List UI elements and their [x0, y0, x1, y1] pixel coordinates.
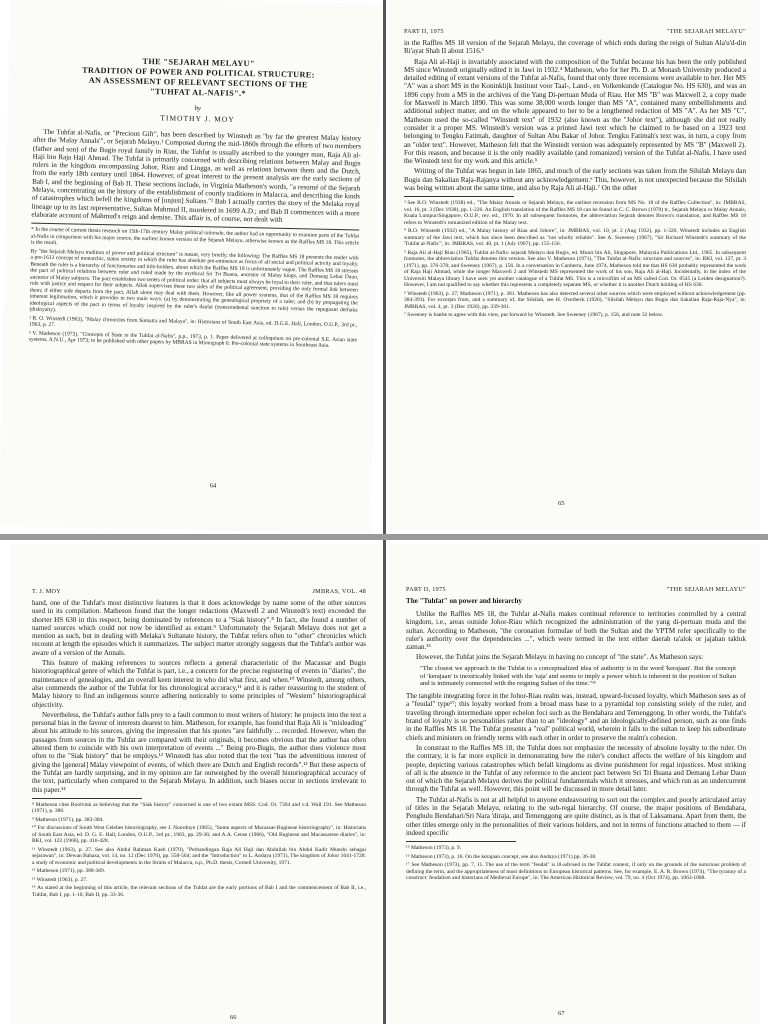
title-line: THE "SEJARAH MELAYU": [142, 56, 255, 69]
footnotes: [404, 200, 746, 319]
footnote: ⁶ Winstedt (1963), p. 27; Matheson (1971), p. 381. Matheson has also detected several other sources which were employed without acknowledgement (pp. 384-393). For excerpts from, and a summary of, the Silsilah, see H. Overbeck (1926), "Silsilah Melayu dan Bugis dan Sakalian Raja-Raja-Nya", in: JMBRAS, vol. 4, pt. 3 (Dec 1926), pp. 339-381.: [404, 290, 746, 310]
footnote: ¹⁴ As stated at the beginning of this article, the relevant sections of the Tuhfat are the early portions of Bab I and the commencement of Bab II, i.e., Tuhfat, Bab I, pp. 1-16; Bab II, pp. 33-36.: [32, 885, 366, 898]
page-number: 64: [209, 482, 217, 490]
footnote: * In the course of current thesis research on 15th-17th century Malay political rationale, the author had an opportunity to examine parts of the Tuhfat al-Nafis in comparison with his major source, the earliest known version of the Sejarah Melayu, otherwise known as the Raffles MS 18. This article is the result.: [30, 226, 360, 247]
body-paragraph: The Tuhfat al-Nafis, or "Precious Gift", has been described by Winstedt as "by far the greatest Malay history after the 'Malay Annals'", or Sejarah Melayu.¹ Composed during the mid-1860s through the efforts of two members (father and son) of the Bugis royal family in Riau, the Tuhfat is usually ascribed to the younger man, Raja Ali al-Haji bin Raja Haji Ahmad. The Tuhfat is primarily concerned with describing relations between Malay and Bugis rulers in the kingdom encompassing Johor, Riau and Lingga, as well as relations between them and the Dutch, from the early 18th century until 1864. However, of great interest to the present analysis are the early sections of Bab I, and the beginning of Bab II. These sections include, in Virginia Matheson's words, "a resumé of the Sejarah Melayu, concentrating on the history of the establishment of courtly traditions in Malacca, and describing the kinds of catastrophes which befell the kingdoms of [unjust] Sultans."² Bab I actually carries the story of the Melaka royal lineage up to its last representative, Sultan Mahmud II, murdered in 1699 A.D.; and Bab II commences with a more elaborate account of Mahmud's reign and demise. This affair is, of course, not dealt with: [31, 127, 362, 224]
body-paragraph: Nevertheless, the Tuhfat's author falls prey to a fault common to most writers of history: he projects into the text a personal bias in the favour of interests dearest to him. Matheson, for example, has found that Raja Ali is "misleading" about his attitude to his sources, giving the impression that his quotes "are faithfully ... recorded. However, when the passages from sources in the Tuhfat are compared with their originals, it becomes obvious that the author has often altered them to coincide with his own interpretation of events ..." Being pro-Bugis, the author does violence most often to the "Siak history" that he employs.¹² Winstedt has also noted that the text "has the adventitious interest of giving the [general] Malay viewpoint of events, of which there are Dutch and English records".¹³ But these aspects of the Tuhfat are hardly surprising, and in my opinion are far outweighed by the overall historiographical accuracy of the text, particularly when compared to the Sejarah Melayu. In addition, such biases occur in sections irrelevant to this paper.¹⁴: [32, 710, 366, 794]
body-paragraph: hand, one of the Tuhfat's most distinctive features is that it does acknowledge by name some of the other sources used in its compilation. Matheson found that the longer redactions (Maxwell 2 and Winstedt's text) exceeded the shorter HS 630 in this respect, being dominated by references to a "Siak history".⁸ In fact, she found a number of named sources which could not now be identified as extant.⁹ Unfortunately the Sejarah Melayu does not get a mention as such, but in dealing with Melaka's Sultanate history, the Tuhfat refers often to "other" chronicles which recount at length the episodes which it summarizes. The subject matter strongly suggests that the Tuhfat's author was aware of a version of the Annals.: [32, 599, 366, 657]
body-paragraph: The tangible integrating force in the Johor-Riau realm was, instead, upward-focused loyalty, which Matheson sees as of a "feudal" type¹⁷; this loyalty worked from a broad mass base to a pyramidal top consisting solely of the ruler, and traveling through intermediate upper echelon foci such as the Bendahara and Temenggong. In other words, the Tuhfat's brand of loyalty is so personalities rather than to an "ideology" and an ideologically-defined person, such as one finds in the Raffles MS 18. The Tuhfat presents a "real" political world, wherein it falls to the sultan to keep his subordinate chiefs and ministers on friendly terms with each other in order to preserve the realm's cohesion.: [406, 692, 746, 742]
footnote: By "the Sejarah Melayu tradition of power and political structure" is meant, very briefly, the following: The Raffles MS 18 presents the reader with a pre-1612 concept of monarchic, status society in which the ruler has absolute pre-eminence as focus of all social and political activity and loyalty. Beneath the ruler is a hierarchy of functionaries and title-holders, about which the Raffles MS 18 is unfortunately vague. The Raffles MS 18 stresses the pact of political relations between ruler and ruled made by the mythical Sri Tri Buana, ancestor of Malay kings, and Demang Lebar Daun, ancestor of Malay subjects. The pact establishes two tenets of political order: that all subjects must always be loyal to their ruler, and that rulers must rule with justice and respect for their subjects. Allah supervises these two sides of the political agreement, providing the only formal link between them; if either side departs from the pact, Allah alone may deal with them. However, like all power systems, that of the Raffles MS 18 requires inherent legitimation, which it provides in two main ways: (a) by demonstrating the genealogical propriety of a ruler; and (b) by propagating the ideological aspects of the pact in terms of loyalty inspired by the ruler's daulat (transcendental sanction to rule) versus the repugnant derhaka (disloyalty).: [29, 248, 359, 314]
title-line: TRADITION OF POWER AND POLITICAL STRUCTURE:: [82, 65, 315, 80]
page-65: [388, 0, 760, 530]
footnotes: [29, 227, 359, 350]
footnote: ¹⁵ Matheson (1973), p. 9.: [406, 845, 462, 852]
header-author: T. J. MOY: [32, 588, 62, 595]
body-paragraph: This feature of making references to sources reflects a general characteristic of the Macassar and Bugis historiographical genre of which the Tuhfat is part, i.e., a concern for the precise registering of events in "diaries", the maintenance of genealogies, and an overall keen interest in who did what first, and when.¹⁰ Winstedt, among others, also commends the author of the Tuhfat for his chronological accuracy,¹¹ and it is rather reassuring to the student of Malay history to find an indigenous source adhering noticeably to some principles of "Western" historiographical objectivity.: [32, 659, 366, 709]
footnote: ⁵ Raja Ali al-Haji Riau (1965), Tuhfat al-Nafis: sejarah Melayu dan Bugis, ed. Munir bin Ali, Singapore, Malaysia Publications Ltd., 1965. In subsequent footnotes, the abbreviation Tuhfat denotes this version. See also V. Matheson (1971), "The Tuhfat al-Nafis: structure and sources", in: BKI, vol. 127, pt. 3 (1971), pp. 376-378; and Sweeney (1967), p. 156. In a conversation in Canberra, June 1974, Matheson told me that HS 630 probably represented the work of Raja Haji Ahmad, while the longer Maxwell 2 and Winstedt MS represented the work of his son, Raja Ali al-Haji. Incidentally, in the index of the Universiti Malaya library I have seen yet another catalogue of a Tuhfat MS. This is a microfilm of an MS called Cod. Or. 8545 (a Leiden designation?). However, I am not qualified to say whether this represents a completely separate MS, or whether it is another Dutch holding of HS 630.: [404, 249, 746, 289]
header-part: PART II, 1975: [406, 586, 446, 593]
running-header: [32, 588, 366, 595]
body-paragraph: Writing of the Tuhfat was begun in late 1865, and much of the early sections was taken from the Silsilah Melayu dan Bugis dan Sakalian Raja-Rajanya without any acknowledgement.⁶ This, however, is not unexpected because the Silsilah was being written about the same time, and also by Raja Ali al-Haji.⁷ On the other: [404, 167, 746, 193]
footnote: ⁸ Matheson cites Roolvink as believing that the "Siak history" concerned is one of two extant MSS: Cod. Or. 7304 and v.d. Wall 191. See Matheson (1971), p. 380.: [32, 801, 366, 815]
section-heading: The "Tuhfat" on power and hierarchy: [406, 597, 522, 605]
footnote: ⁴ R.O. Winstedt (1932) ed., "A Malay history of Riau and Johore", in: JMBRAS, vol. 10, pt. 2 (Aug 1932), pp. 1-320. Winstedt includes an English summary of the Jawi text, which has since been described as "not wholly reliable". See A. Sweeney (1967), "Sir Richard Winstedt's summary of the 'Tuhfat al-Nafis'", in: JMBRAS, vol. 40, pt. 1 (July 1967), pp. 155-156.: [404, 228, 746, 248]
footnote: ¹ R. O. Winstedt (1963), "Malay chronicles from Sumatra and Malaya", in: Historians of South East Asia, ed. D.G.E. Hall, London, O.U.P., 3rd pr., 1963, p. 27.: [29, 315, 358, 329]
body-paragraph: However, the Tuhfat joins the Sejarah Melayu in having no concept of "the state". As Matheson says:: [416, 653, 704, 662]
page-64: [0, 0, 382, 534]
body-paragraph: The Tuhfat al-Nafis is not at all helpful to anyone endeavouring to sort out the complex and poorly articulated array of titles in the Sejarah Melayu, relating to the sub-regal hierarchy. Of course, the major positions of Bendahara, Penghulu Bendahari/Sri Nara 'diraja, and Temenggong are quite distinct, as is that of Laksamana. Apart from them, the other titles emerge only in the personalities of their various holders, and not in terms of functions attached to them — if indeed specific: [406, 795, 746, 837]
footnote: ¹⁷ See Matheson (1973), pp. 7, 11. The use of the term "feudal" is ill-advised in the Tuhfat context, if only on the grounds of the notorious problem of defining the term, and the appropriateness of most definitions to European historical patterns. See, for example, E. A. R. Brown (1974), "The tyranny of a construct: feudalism and historians of Medieval Europe", in: The American Historical Review, vol. 79, no. 4 (Oct 1974), pp. 1063-1088.: [406, 862, 746, 882]
header-title: "THE SEJARAH MELAYU": [666, 28, 746, 35]
footnote: ⁹ Matheson (1971), pp. 383-384.: [32, 816, 104, 823]
page-number: 67: [558, 1010, 565, 1017]
body-paragraph: Raja Ali al-Haji is invariably associated with the composition of the Tuhfat because his has been the only published MS since Winstedt originally edited it in Jawi in 1932.⁴ Matheson, who for her Ph. D. at Monash University produced a detailed editing of extant versions of the Tuhfat al-Nafis, found that only three recensions were available to her. Her MS "A" was a short MS in the Koninklijk Instituut voor Taal-, Land-, en Volkenkunde (Catalogue No. HS 630), and was an 1896 copy from a MS in the archives of the Yang Di-pertuan Muda of Riau. Her MS "B" was Maxwell 2, a copy made for Maxwell in March 1890. This was some 38,000 words longer than MS "A", contained many embellishments and additional subject matter, and on the whole appeared to her to be a lengthened redaction of MS "A". As her MS "C", Matheson used the so-called "Winstedt text" of 1932 (also known as the "Johor text"), although she did not really consider it a proper MS. Winstedt's version was a printed Jawi text which he claimed to be based on a 1923 text belonging to Tengku Fatimah, daughter of Sultan Abu Bakar of Johor. Tengku Fatimah's text was, in turn, a copy from an "older text". However, Matheson felt that the Winstedt version was adequately represented by MS "B" (Maxwell 2). For this reason, and because it is the only readily available (and romanized) version of the Tuhfat al-Nafis, I have used the Winstedt text for my work and this article.⁵: [404, 57, 746, 166]
book-spine: [383, 0, 386, 1024]
title-line: "TUHFAT AL-NAFIS".*: [150, 87, 247, 99]
block-quote: "The closest we approach in the Tuhfat to a conceptualized idea of authority is in the word 'kerajaan'. But the concept of 'kerajaan' is inextricably linked with the 'raja' and seems to imply a power which is inherent in the position of Sultan and is intimately connected with the reigning Sultan of the time."¹⁶: [420, 664, 736, 688]
header-part: PART II, 1975: [404, 28, 444, 35]
title-line: AN ASSESSMENT OF RELEVANT SECTIONS OF THE: [88, 75, 308, 90]
footnote: ¹³ Winstedt (1963), p. 27.: [32, 876, 88, 883]
footnotes: [32, 802, 366, 899]
footnote: ¹⁶ Matheson (1973), p. 16. On the kerajaan concept, see also Andaya (1971) pp. 36-38.: [406, 853, 597, 860]
running-header: [404, 28, 746, 35]
header-journal: JMBRAS, VOL. 48: [312, 588, 366, 595]
header-title: "THE SEJARAH MELAYU": [666, 586, 746, 593]
footnote: ¹¹ Winstedt (1963), p. 27. See also Abdul Rahman Kaeh (1970), "Perbandingan Raja Ali Haji dan Abdullah bin Abdul Kadir Munshi sebagai sejarawan", in: Dewan Bahasa, vol. 14, no. 12 (Dec 1970), pp. 558-564; and the "Introduction" to L. Andaya (1971), The kingdom of Johor 1641-1728: a study of economic and political developments in the Straits of Malacca, n.p., Ph.D. thesis, Cornell University, 1971.: [32, 846, 366, 866]
body-paragraph: Unlike the Raffles MS 18, the Tuhfat al-Nafis makes continual reference to territories controlled by a central kingdom, i.e., areas outside Johor-Riau which recognized the administration of the yang di-pertuan muda and the sultan. According to Matheson, "the coronation formulae of both the Sultan and the YPTM refer specifically to the ruler's authority over the dependencies ...", which were termed in the text either daerah ta'alok or jajahan takluk zaman.¹⁵: [406, 610, 746, 652]
footnote: ¹⁰ For discussions of South West Celebes historiography, see J. Noorduyn (1965), "Some aspects of Macassar-Buginese historiography", in: Historians of South East Asia, ed. D. G. E. Hall, London, O.U.P., 3rd pr., 1963, pp. 29-36; and A.A. Cense (1966), "Old Buginese and Macassarese diaries", in: BKI, vol. 122 (1966), pp. 416-428.: [32, 825, 366, 845]
running-header: [406, 586, 746, 593]
page-67: [388, 544, 760, 1024]
footnote: ³ See R.O. Winstedt (1938) ed., "The Malay Annals or Sejarah Melayu, the earliest recension from MS No. 18 of the Raffles Collection", in: JMBRAS, vol. 16, pt. 3 (Dec 1938), pp. 1-226. An English translation of the Raffles MS 18 can be found in C. C. Brown (1970) tr., Sejarah Melayu or Malay Annals, Kuala Lumpur/Singapore, O.U.P., rev. ed., 1970. In all subsequent footnotes, the abbreviation Sejarah denotes Brown's translation, and Raffles MS 18 refers to Winstedt's romanized edition of the Malay text.: [404, 200, 746, 226]
footnote: ¹² Matheson (1971), pp. 388-389.: [32, 868, 106, 875]
footnote-rule: [404, 196, 514, 197]
author-name: TIMOTHY J. MOY: [160, 113, 235, 124]
article-title: [34, 55, 363, 102]
page-divider: [0, 534, 768, 540]
page-66: [10, 544, 382, 1024]
footnote: ⁷ Sweeney is loathe to agree with this view, put forward by Winstedt. See Sweeney (1967), p. 156, and note 32 below.: [404, 312, 664, 319]
footnotes: [406, 845, 746, 882]
page-number: 65: [558, 500, 565, 507]
body-paragraph: in the Raffles MS 18 version of the Sejarah Melayu, the coverage of which ends during the reign of Sultan Ala'u'd-din Ri'ayat Shah II about 1516.³: [404, 39, 746, 56]
byline: by: [194, 104, 202, 113]
footnote-rule: [406, 841, 516, 842]
footnote: ² V. Matheson (1973), "Concepts of State in the Tuhfat al-Nafis", p.p., 1973, p. 1. Paper delivered at colloquium on pre-colonial S.E. Asian state systems, A.N.U., Apr 1973; to be published with other papers by MBRAS in Monograph 6: Pre-colonial state systems in Southeast Asia.: [28, 330, 357, 350]
footnote-rule: [32, 798, 142, 799]
body-paragraph: In constrast to the Raffles MS 18, the Tuhfat does not emphasize the necessity of absolute loyalty to the ruler. On the contrary, it is far more explicit in demonstrating how the ruler's conduct affects the welfare of his kingdom and people, depicting various catastrophes which befall kingdoms as divine punishment for regal injustices. Most striking of all is the absence in the Tuhfat of any reference to the ancient pact between Sri Tri Buana and Demang Lebar Daun out of which the Sejarah Melayu derives the political fundamentals which it stresses, and which run as an undercurrent through the Tuhfat as well. However, this point will be discussed in more detail later.: [406, 743, 746, 794]
page-number: 66: [230, 1014, 237, 1021]
